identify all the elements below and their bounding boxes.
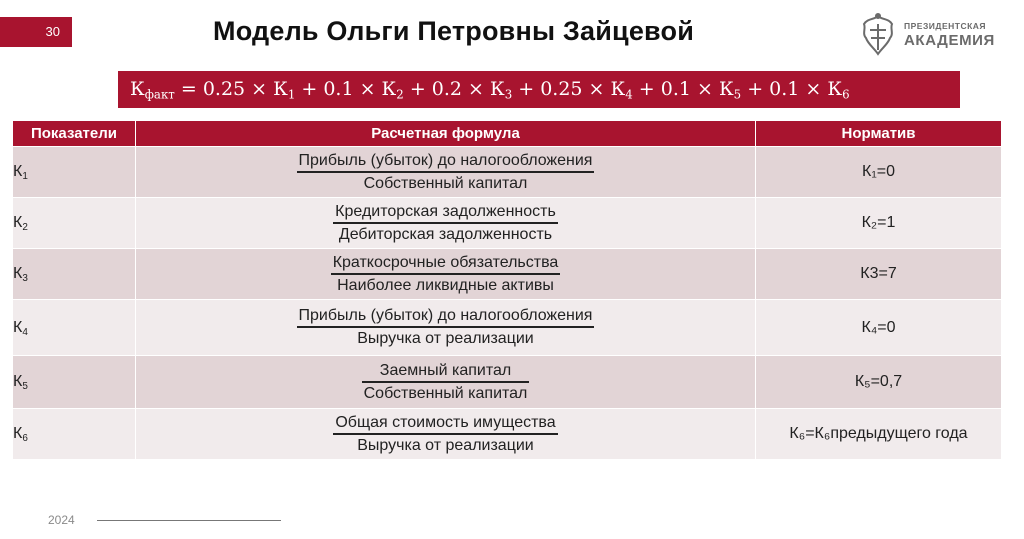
fraction	[362, 362, 530, 403]
norm-cell: К₁=0	[756, 147, 1002, 198]
formula-lhs: К	[130, 78, 145, 100]
table-row	[13, 147, 1002, 198]
eagle-emblem-icon	[858, 10, 898, 58]
fraction	[331, 254, 561, 295]
norm-cell: К₄=0	[756, 300, 1002, 356]
header-formula: Расчетная формула	[136, 121, 756, 147]
formula-term: = $0.25 \times К_1$	[180, 78, 296, 102]
table-row	[13, 409, 1002, 460]
formula-term: + $0.2 \times К_3$	[409, 78, 513, 102]
indicator-cell: $К_4$	[13, 300, 136, 356]
fraction	[333, 203, 558, 244]
numerator: Краткосрочные обязательства	[331, 254, 561, 275]
header-indicators: Показатели	[13, 121, 136, 147]
norm-cell: К₅=0,7	[756, 356, 1002, 409]
formula-term: + $0.1 \times К_2$	[301, 78, 404, 102]
logo-line1: ПРЕЗИДЕНТСКАЯ	[904, 21, 987, 31]
fraction	[333, 414, 557, 455]
denominator: Выручка от реализации	[357, 330, 534, 347]
indicator-cell: $К_2$	[13, 198, 136, 249]
table-row	[13, 198, 1002, 249]
formula-cell	[136, 249, 756, 300]
slide-number: 30	[0, 17, 72, 47]
indicator-cell: $К_5$	[13, 356, 136, 409]
fraction	[297, 152, 595, 193]
table-row	[13, 249, 1002, 300]
table-header-row	[13, 121, 1002, 147]
logo-line2: АКАДЕМИЯ	[904, 31, 995, 49]
formula-bar	[118, 71, 960, 108]
indicator-cell: $К_1$	[13, 147, 136, 198]
numerator: Кредиторская задолженность	[333, 203, 558, 224]
norm-cell: К3=7	[756, 249, 1002, 300]
norm-cell: К₆=К₆предыдущего года	[756, 409, 1002, 460]
formula-cell	[136, 147, 756, 198]
formula-term: + $0.1 \times К_5$	[638, 78, 742, 102]
footer-divider	[97, 520, 281, 521]
header-norm: Норматив	[756, 121, 1002, 147]
numerator: Общая стоимость имущества	[333, 414, 557, 435]
norm-cell: К₂=1	[756, 198, 1002, 249]
table-row	[13, 300, 1002, 356]
formula-term: + $0.25 \times К_4$	[518, 78, 633, 102]
page-title: Модель Ольги Петровны Зайцевой	[213, 16, 694, 46]
denominator: Выручка от реализации	[357, 436, 534, 454]
formula-cell	[136, 356, 756, 409]
denominator: Наиболее ликвидные активы	[337, 276, 554, 294]
denominator: Дебиторская задолженность	[338, 225, 553, 243]
footer-year: 2024	[48, 513, 75, 527]
logo	[858, 10, 998, 58]
table-row	[13, 356, 1002, 409]
formula-lhs-sub: факт	[144, 87, 175, 102]
fraction	[297, 307, 595, 348]
formula-cell	[136, 300, 756, 356]
denominator: Собственный капитал	[363, 384, 528, 402]
numerator: Заемный капитал	[362, 362, 530, 383]
denominator: Собственный капитал	[363, 174, 528, 192]
numerator: Прибыль (убыток) до налогообложения	[297, 307, 595, 328]
indicator-cell: $К_6$	[13, 409, 136, 460]
indicators-table	[12, 120, 1002, 460]
formula-cell	[136, 409, 756, 460]
numerator: Прибыль (убыток) до налогообложения	[297, 152, 595, 173]
formula-cell	[136, 198, 756, 249]
indicator-cell: $К_3$	[13, 249, 136, 300]
formula-term: + $0.1 \times К_6$	[747, 78, 850, 102]
